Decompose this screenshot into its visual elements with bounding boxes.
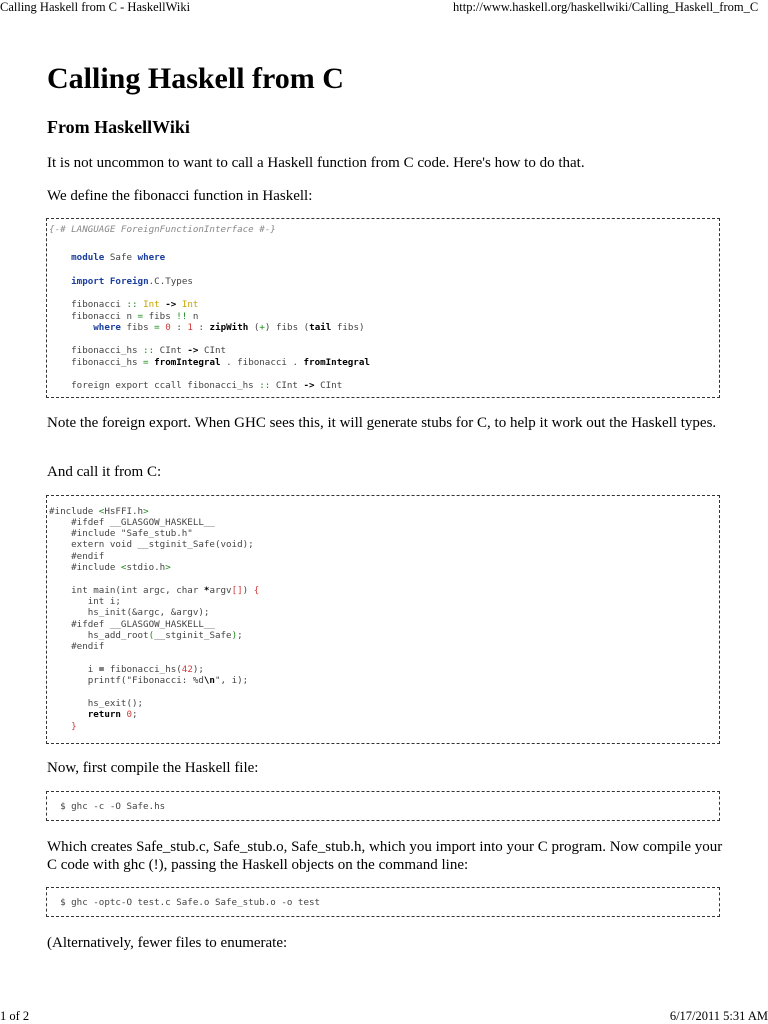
code-line: #endif — [49, 641, 105, 652]
header-url: http://www.haskell.org/haskellwiki/Calling_Haskell_from_C — [453, 0, 759, 14]
footer-page-number: 1 of 2 — [0, 1009, 30, 1023]
compile-haskell-command — [46, 791, 720, 821]
code-line: #include <HsFFI.h> — [49, 506, 149, 517]
code-line: printf("Fibonacci: %d\n", i); — [49, 675, 249, 686]
intro-paragraph: It is not uncommon to want to call a Haskell function from C code. Here's how to do that. — [47, 155, 585, 171]
code-line: extern void __stginit_Safe(void); — [49, 539, 254, 550]
code-line: hs_init(&argc, &argv); — [49, 607, 210, 618]
code-line: #endif — [49, 551, 105, 562]
code-line: } — [71, 721, 77, 732]
code-line: fibonacci n = fibs !! n — [49, 311, 199, 322]
alternative-paragraph: (Alternatively, fewer files to enumerate: — [47, 935, 288, 951]
call-from-c-paragraph: And call it from C: — [47, 464, 162, 480]
code-line: $ ghc -optc-O test.c Safe.o Safe_stub.o -o test — [49, 897, 321, 908]
foreign-export-paragraph: Note the foreign export. When GHC sees this, it will generate stubs for C, to help it work out the Haskell types. — [47, 415, 717, 431]
code-line: foreign export ccall fibonacci_hs :: CInt -> CInt — [49, 380, 343, 391]
header-page-title: Calling Haskell from C - HaskellWiki — [0, 0, 191, 14]
code-line: where fibs = 0 : 1 : zipWith (+) fibs (tail fibs) — [93, 322, 365, 333]
code-line: $ ghc -c -O Safe.hs — [49, 801, 166, 812]
code-line: fibonacci_hs :: CInt -> CInt — [49, 345, 227, 356]
code-line: hs_exit(); — [49, 698, 144, 709]
code-line: #include "Safe_stub.h" — [49, 528, 193, 539]
code-line: #ifdef __GLASGOW_HASKELL__ — [49, 517, 215, 528]
code-line: #include <stdio.h> — [49, 562, 171, 573]
define-paragraph: We define the fibonacci function in Haskell: — [47, 188, 313, 204]
code-line: return 0; — [87, 709, 138, 720]
c-code-block — [46, 495, 720, 744]
compile-c-command — [46, 887, 720, 917]
code-line: hs_add_root(__stginit_Safe); — [49, 630, 243, 641]
code-line: module Safe where — [71, 252, 166, 263]
code-line: fibonacci_hs = fromIntegral . fibonacci . fromIntegral — [49, 357, 370, 368]
code-line: import Foreign.C.Types — [71, 276, 193, 287]
code-line: #ifdef __GLASGOW_HASKELL__ — [49, 619, 215, 630]
code-line: int main(int argc, char *argv[]) { — [49, 585, 260, 596]
compile-paragraph: Now, first compile the Haskell file: — [47, 760, 259, 776]
page-subtitle: From HaskellWiki — [47, 117, 190, 137]
page-title: Calling Haskell from C — [47, 62, 344, 95]
stub-files-paragraph: Which creates Safe_stub.c, Safe_stub.o, Safe_stub.h, which you import into your C program. Now compile your C code with ghc (!), passing the Haskell objects on the command line: — [47, 839, 723, 873]
code-line: {-# LANGUAGE ForeignFunctionInterface #-} — [49, 224, 276, 235]
code-line: fibonacci :: Int -> Int — [49, 299, 199, 310]
footer-timestamp: 6/17/2011 5:31 AM — [669, 1009, 768, 1023]
code-line: int i; — [49, 596, 121, 607]
code-line: i = fibonacci_hs(42); — [49, 664, 204, 675]
haskell-code-block — [46, 218, 720, 398]
